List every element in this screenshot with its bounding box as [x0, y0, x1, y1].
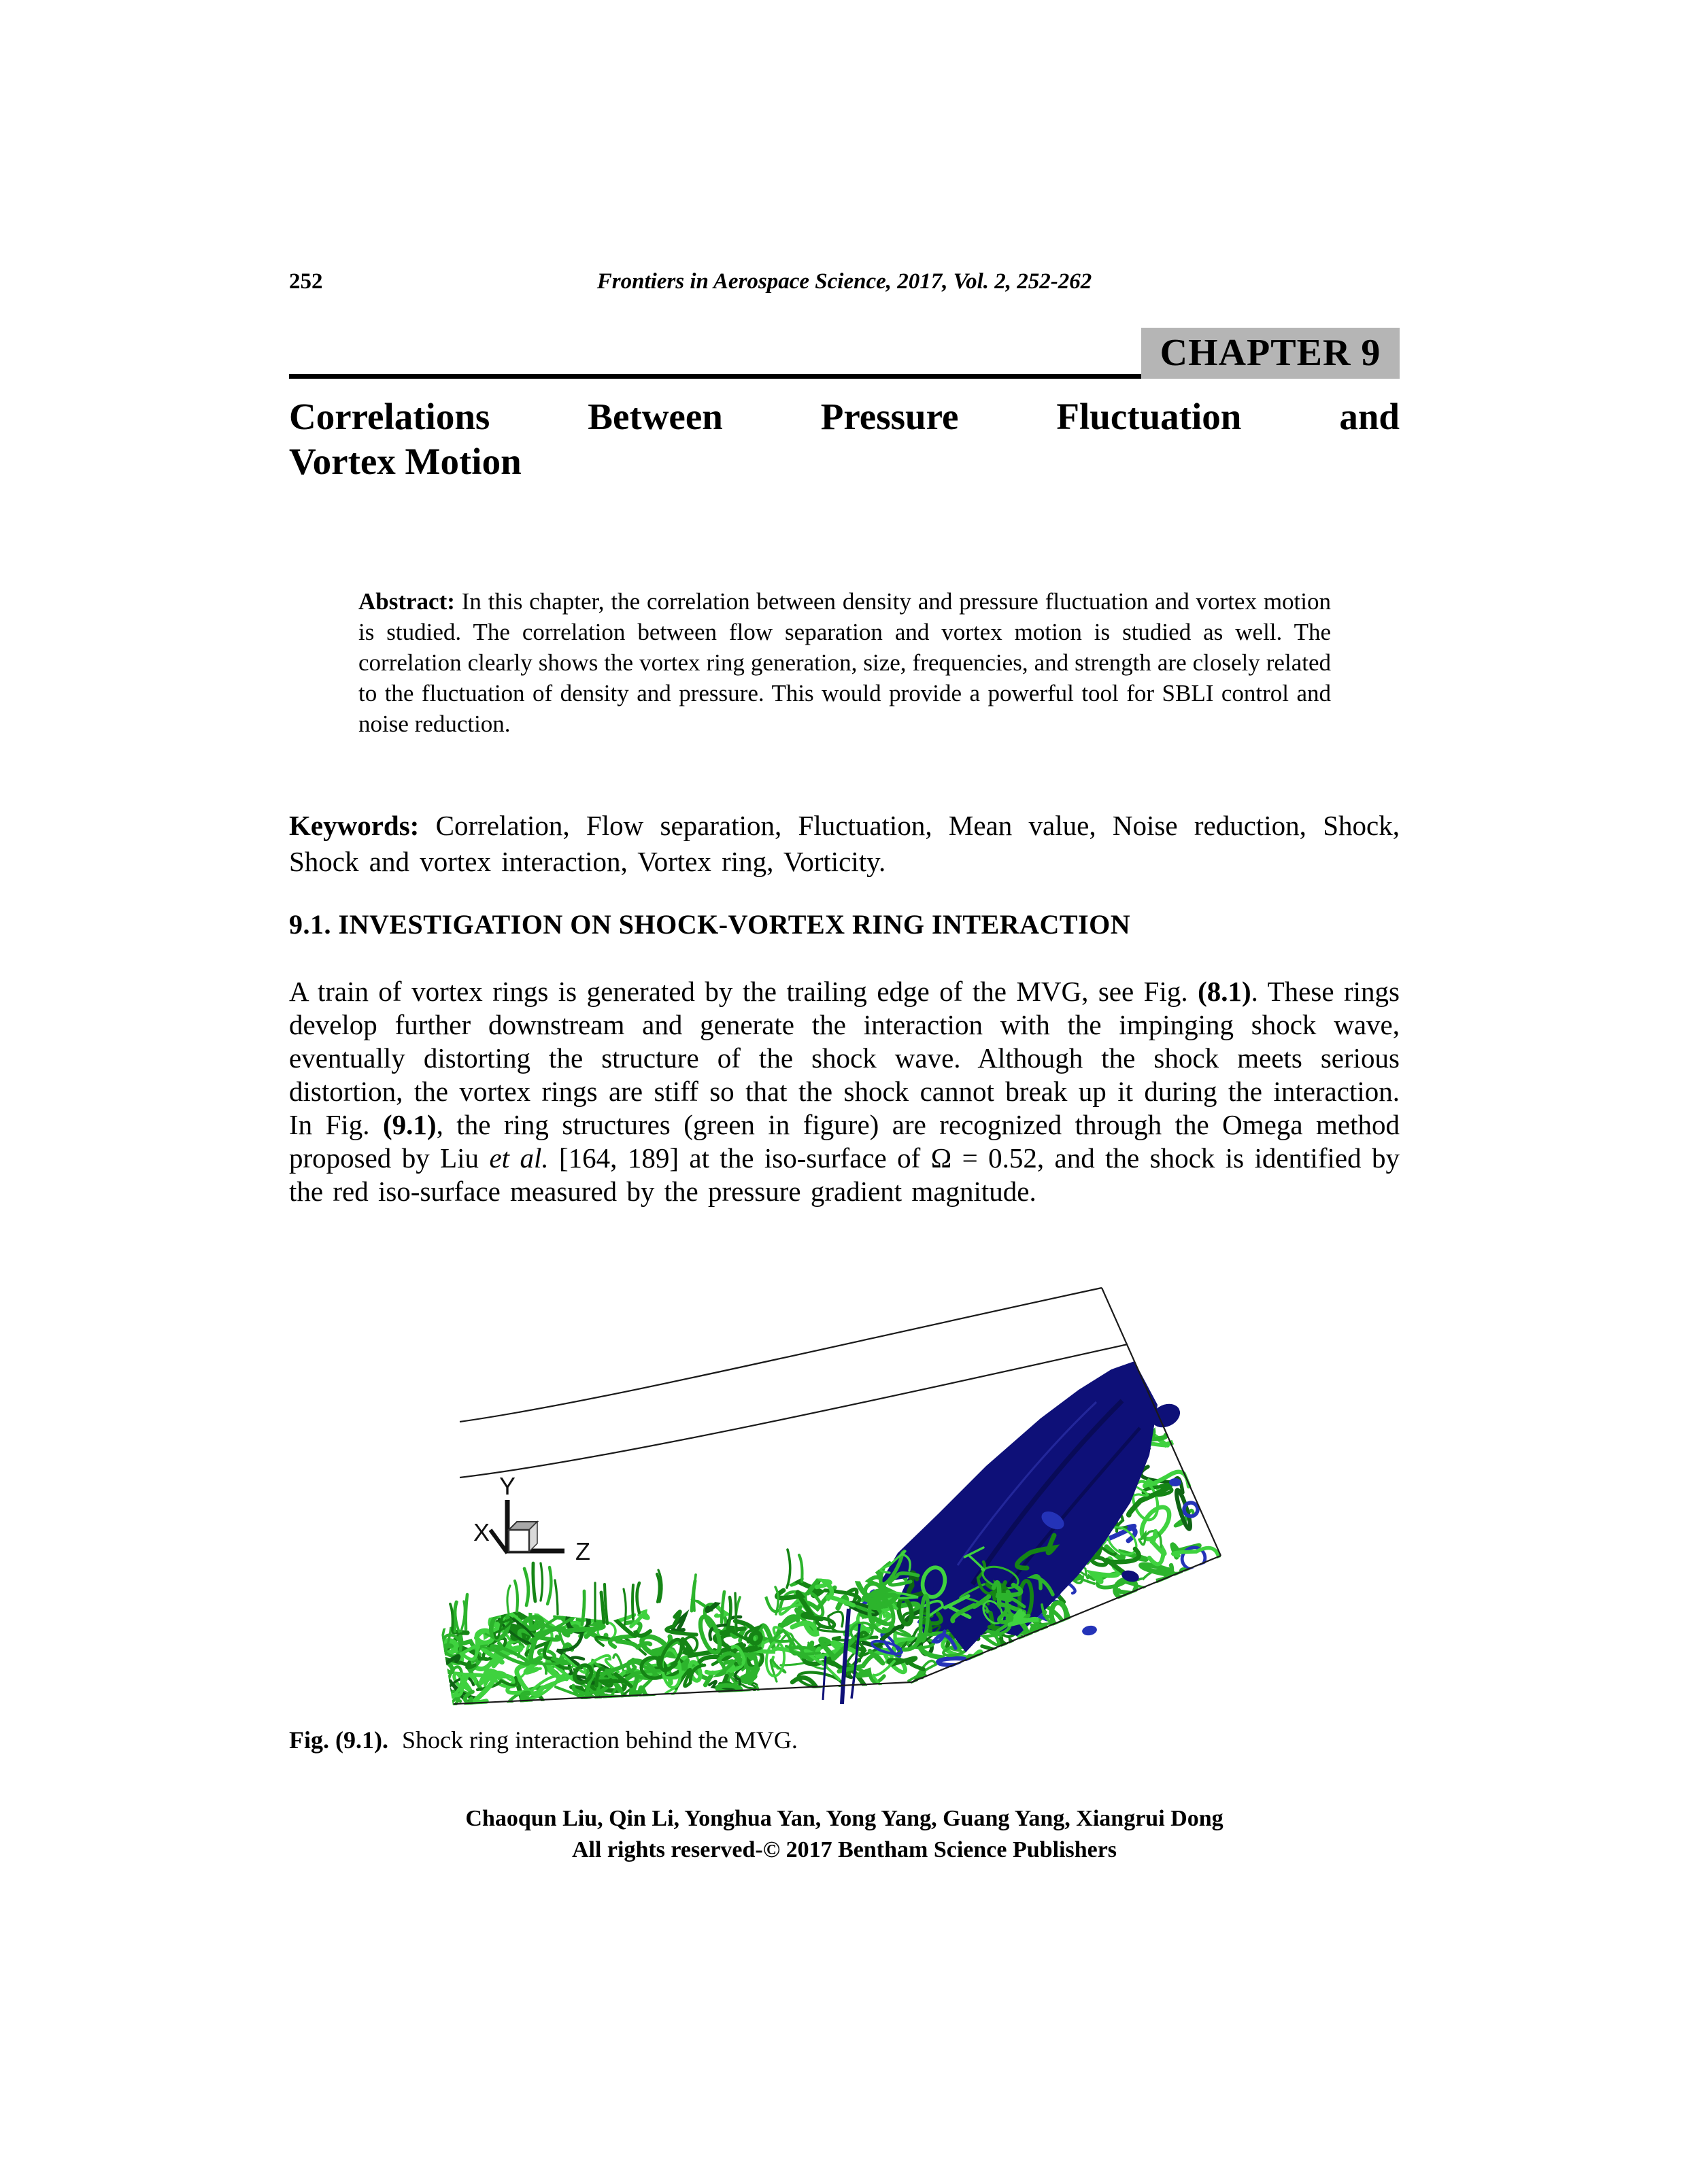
chapter-title-line1: Correlations Between Pressure Fluctuation and: [289, 396, 1400, 437]
body-ref-fig81: (8.1): [1198, 976, 1251, 1007]
abstract-text: In this chapter, the correlation between density and pressure fluctuation and vortex motion is studied. The correlation between flow separation and vortex motion is studied as well. The correlation clearly shows the vortex ring generation, size, frequencies, and strength are closely related to the fluctuation of density and pressure. This would provide a powerful tool for SBLI control and noise reduction.: [358, 588, 1331, 737]
axis-label-x: X: [473, 1518, 490, 1546]
body-text-1: A train of vortex rings is generated by the trailing edge of the MVG, see Fig.: [289, 976, 1198, 1007]
abstract-label: Abstract:: [358, 588, 455, 615]
shock-ring-figure: [408, 1273, 1234, 1730]
chapter-badge: CHAPTER 9: [1141, 328, 1400, 379]
body-text-2: . These rings develop further downstream and generate the interaction with the impinging shock wave, eventually distorting the structure of the shock wave. Although the shock meets serious distortion, the vortex rings are stiff so that the shock cannot break up it during the interaction. In Fig.: [289, 976, 1400, 1140]
section-heading: 9.1. INVESTIGATION ON SHOCK-VORTEX RING INTERACTION: [289, 909, 1131, 940]
caption-label: Fig. (9.1).: [289, 1726, 388, 1754]
body-paragraph: [289, 975, 1400, 1208]
chapter-title-line2: Vortex Motion: [289, 441, 522, 482]
keywords-text: Correlation, Flow separation, Fluctuation, Mean value, Noise reduction, Shock, Shock and vortex interaction, Vortex ring, Vorticity.: [289, 810, 1400, 877]
axis-label-z: Z: [575, 1537, 590, 1565]
body-etal: et al.: [489, 1142, 549, 1174]
page-number: 252: [289, 269, 323, 294]
body-text-4: [164, 189] at the iso-surface of Ω = 0.52, and the shock is identified by the red iso-surface measured by the pressure gradient magnitude.: [289, 1142, 1400, 1207]
axis-triad-icon: [473, 1472, 590, 1565]
figure-caption: [289, 1726, 1400, 1754]
page-footer: [289, 1803, 1400, 1866]
caption-text: Shock ring interaction behind the MVG.: [401, 1726, 798, 1754]
chapter-title: [289, 394, 1400, 484]
body-ref-fig91: (9.1): [383, 1109, 437, 1140]
footer-rights: All rights reserved-© 2017 Bentham Science Publishers: [571, 1837, 1117, 1862]
running-header: [289, 269, 1400, 299]
body-text-3: , the ring structures (green in figure) are recognized through the Omega method proposed by Liu: [289, 1109, 1400, 1174]
keywords-label: Keywords:: [289, 810, 420, 841]
footer-authors: Chaoqun Liu, Qin Li, Yonghua Yan, Yong Yang, Guang Yang, Xiangrui Dong: [465, 1806, 1223, 1831]
keywords: [289, 808, 1400, 880]
figure-9-1: [408, 1273, 1234, 1730]
axis-label-y: Y: [499, 1472, 516, 1500]
journal-header: Frontiers in Aerospace Science, 2017, Vol. 2, 252-262: [596, 269, 1092, 294]
abstract: [358, 586, 1331, 739]
